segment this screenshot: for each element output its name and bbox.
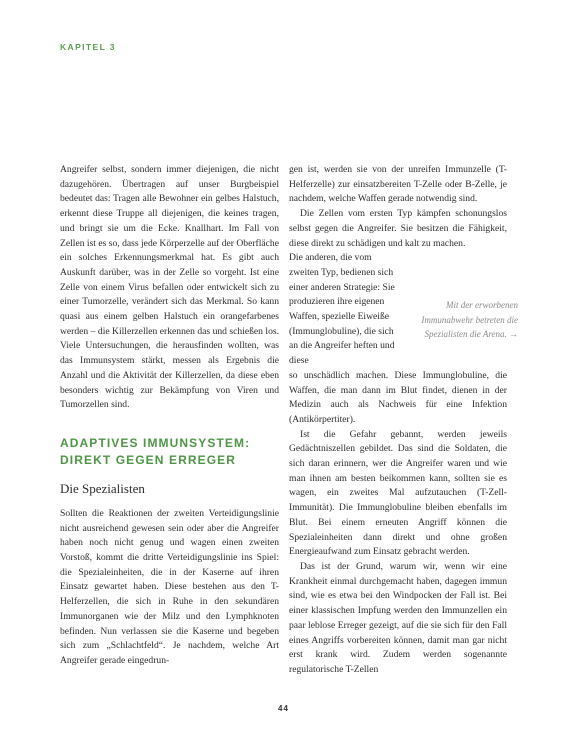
body-paragraph: Ist die Gefahr gebannt, werden jeweils Gedächtniszellen gebildet. Das sind die Soldaten, die sich daran erinnern, wer die Angreifer waren und wie man ihnen am besten beikommen kann, sollten sie es wagen, ein zweites Mal aufzutauchen (T-Zell-Immunität). Die Immunglobuline bleiben ebenfalls im Blut. Bei einem erneuten Angriff können die Spezialeinheiten dann direkt und ohne großen Energieaufwand zum Einsatz gebracht werden. <box>289 428 507 558</box>
section-heading-line-1: ADAPTIVES IMMUNSYSTEM: <box>60 435 251 450</box>
body-paragraph: Das ist der Grund, warum wir, wenn wir eine Krankheit einmal durchgemacht haben, dagegen immun sind, wie es etwa bei den Windpocken der Fall ist. Bei einer klassischen Impfung werden den Immunzellen ein paar leblose Erreger gezeigt, auf die sie sich für den Fall eines Angriffs vorbereiten können, damit man gar nicht erst krank wird. Zudem werden sogenannte regulatorische T-Zellen <box>289 560 507 675</box>
body-paragraph: Sollten die Reaktionen der zweiten Verteidigungslinie nicht ausreichend gewesen sein oder aber die Angreifer haben noch nicht genug und wagen einen zweiten Vorstoß, kommt die dritte Verteidigungslinie ins Spiel: die Spezialeinheiten, die in der Kaserne auf ihren Einsatz gewartet haben. Diese bestehen aus den T-Helferzellen, die sich in Ruhe in den sekundären Immunorganen wie der Milz und den Lymphknoten befinden. Nun verlassen sie die Kaserne und begeben sich zum „Schlachtfeld“. Je nachdem, welche Art Angreifer gerade eingedrun- <box>60 507 279 666</box>
left-column <box>60 163 279 669</box>
right-column <box>289 163 507 678</box>
subheading: Die Spezialisten <box>60 480 145 496</box>
page-number: 44 <box>278 704 289 713</box>
body-paragraph: Die Zellen vom ersten Typ kämpfen schonungslos selbst gegen die Angreifer. Sie besitzen die Fähigkeit, diese direkt zu schädigen und kalt zu machen. <box>289 208 507 249</box>
section-heading-line-2: DIREKT GEGEN ERREGER <box>60 452 237 467</box>
margin-note: Mit der erworbenen Immunabwehr betreten die Spezialisten die Arena. → <box>421 300 518 340</box>
body-paragraph-narrow: Die anderen, die vom zweiten Typ, bedienen sich einer anderen Strategie: Sie produzieren ihre eigenen Waffen, spezielle Eiweiße (Immunglobuline), die sich an die Angreifer heften und diese <box>289 252 395 367</box>
body-paragraph: gen ist, werden sie von der unreifen Immunzelle (T-Helferzelle) zur einsatzbereiten T-Zelle oder B-Zelle, je nachdem, welche Waffen gerade notwendig sind. <box>289 164 507 205</box>
body-paragraph: so unschädlich machen. Diese Immunglobuline, die Waffen, die man dann im Blut findet, dienen in der Medizin auch als Nachweis für eine Infektion (Antikörpertiter). <box>289 369 507 425</box>
section-heading <box>60 435 279 469</box>
body-paragraph: Angreifer selbst, sondern immer diejenigen, die nicht dazugehören. Übertragen auf unser Burgbeispiel bedeutet das: Tragen alle Bewohner ein gelbes Halstuch, erkennt diese Truppe all diejenigen, die keines tragen, und bringt sie um die Ecke. Knallhart. Im Fall von Zellen ist es so, dass jede Körperzelle auf der Oberfläche ein solches Erkennungsmerkmal hat. Es gibt auch Auskunft darüber, was in der Zelle so vorgeht. Ist eine Zelle von einem Virus befallen oder entwickelt sich zu einer Tumorzelle, verändert sich das Merkmal. So kann quasi aus einem gelben Halstuch ein orangefarbenes werden – die Killerzellen erkennen das und schießen los. Viele Untersuchungen, die herausfinden wollten, was das Immunsystem stärkt, messen als Ergebnis die Anzahl und die Aktivität der Killerzellen, da diese eben besonders wichtig zur Bekämpfung von Viren und Tumorzellen sind. <box>60 164 279 411</box>
chapter-label: KAPITEL 3 <box>60 42 116 52</box>
